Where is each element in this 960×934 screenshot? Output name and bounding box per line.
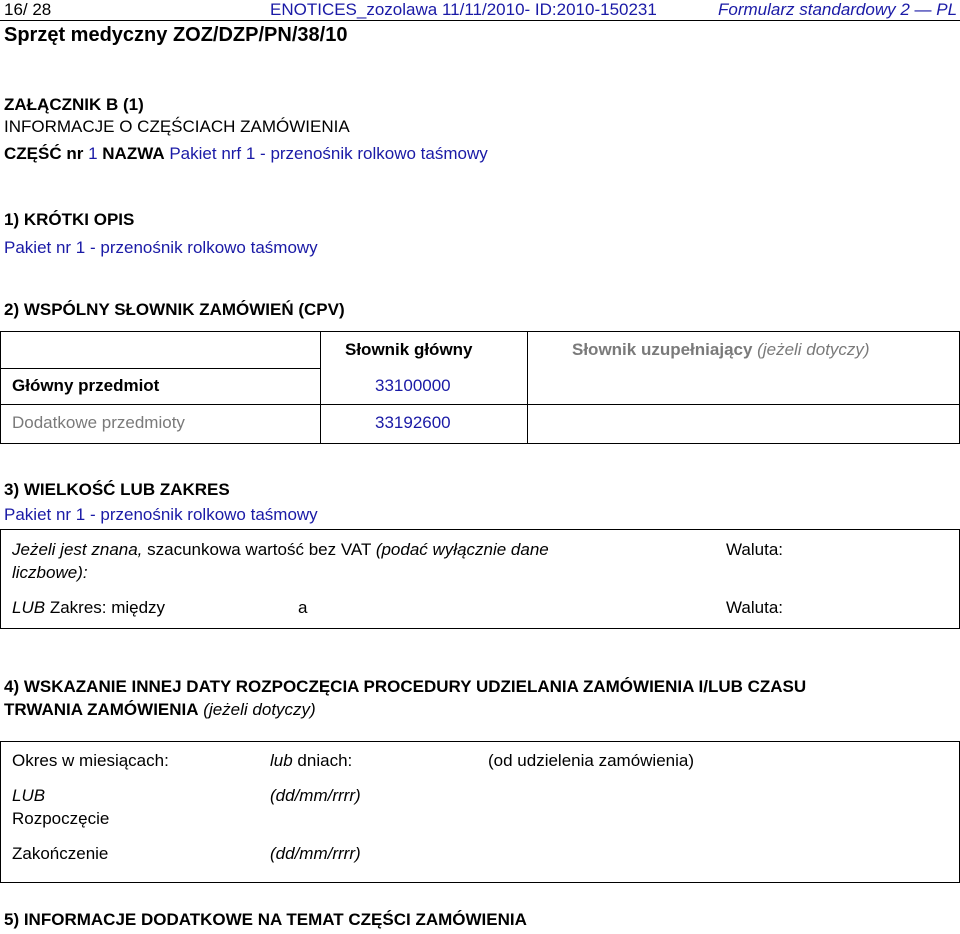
section4-heading-line2	[4, 700, 316, 720]
range-and: a	[298, 598, 308, 617]
estimate-line1-c: (podać wyłącznie dane	[375, 540, 549, 559]
currency-label: Waluta:	[726, 540, 784, 559]
header-divider	[0, 20, 960, 21]
section2-heading: 2) WSPÓLNY SŁOWNIK ZAMÓWIEŃ (CPV)	[4, 300, 345, 319]
form-name	[718, 0, 957, 20]
document-title: Sprzęt medyczny ZOZ/DZP/PN/38/10	[4, 24, 348, 46]
part-line	[4, 144, 488, 164]
language-code: PL	[936, 0, 958, 19]
cpv-row-main-label: Główny przedmiot	[12, 376, 160, 395]
range-or: LUB	[12, 598, 46, 617]
part-name-label: NAZWA	[102, 144, 165, 163]
cpv-divider-left	[320, 331, 321, 444]
cpv-row-extra-label: Dodatkowe przedmioty	[12, 413, 185, 432]
cpv-col-supp	[572, 340, 870, 360]
days-label: dniach:	[297, 751, 353, 770]
notice-id	[270, 0, 657, 20]
notice-date: 11/11/2010	[441, 0, 525, 19]
range-line	[12, 598, 165, 618]
cpv-row-divider-1	[0, 368, 320, 369]
section4-heading-note: (jeżeli dotyczy)	[203, 700, 316, 719]
cpv-row-extra-code: 33192600	[375, 413, 451, 432]
from-award: (od udzielenia zamówienia)	[488, 751, 695, 770]
end-label: Zakończenie	[12, 844, 109, 863]
form-name-text: Formularz standardowy 2	[718, 0, 910, 19]
months-label: Okres w miesiącach:	[12, 751, 169, 770]
part-name: Pakiet nrf 1 - przenośnik rolkowo taśmowy	[169, 144, 488, 163]
cpv-divider-right	[527, 331, 528, 444]
or-label: lub	[270, 751, 293, 770]
estimate-line1	[12, 540, 549, 560]
section1-text: Pakiet nr 1 - przenośnik rolkowo taśmowy	[4, 238, 318, 257]
end-date-format: (dd/mm/rrrr)	[270, 844, 361, 863]
section1-heading: 1) KRÓTKI OPIS	[4, 210, 135, 229]
page-number: 16/ 28	[4, 0, 52, 19]
estimate-line2: liczbowe):	[12, 563, 88, 582]
estimate-line1-b: szacunkowa wartość bez VAT	[147, 540, 372, 559]
range-label: Zakres: między	[49, 598, 166, 617]
estimate-line1-a: Jeżeli jest znana,	[12, 540, 143, 559]
annex-title: ZAŁĄCZNIK B (1)	[4, 95, 144, 114]
cpv-col-supp-note: (jeżeli dotyczy)	[757, 340, 870, 359]
section3-heading: 3) WIELKOŚĆ LUB ZAKRES	[4, 480, 230, 499]
start-label: Rozpoczęcie	[12, 809, 110, 828]
section4-heading-line1: 4) WSKAZANIE INNEJ DATY ROZPOCZĘCIA PROCEDURY UDZIELANIA ZAMÓWIENIA I/LUB CZASU	[4, 677, 807, 696]
days-line	[270, 751, 352, 771]
part-number: 1	[88, 144, 98, 163]
cpv-row-main-code: 33100000	[375, 376, 451, 395]
cpv-row-divider-2	[0, 404, 960, 405]
notice-id-prefix: ENOTICES_zozolawa	[270, 0, 438, 19]
section5-heading: 5) INFORMACJE DODATKOWE NA TEMAT CZĘŚCI ZAMÓWIENIA	[4, 910, 527, 929]
form-dash: —	[914, 0, 932, 19]
annex-subtitle: INFORMACJE O CZĘŚCIACH ZAMÓWIENIA	[4, 117, 350, 136]
section4-heading-line2-text: TRWANIA ZAMÓWIENIA	[4, 700, 199, 719]
or-label-2: LUB	[12, 786, 46, 805]
cpv-col-main: Słownik główny	[345, 340, 473, 359]
cpv-col-supp-label: Słownik uzupełniający	[572, 340, 753, 359]
notice-id-suffix: - ID:2010-150231	[524, 0, 657, 19]
section3-text: Pakiet nr 1 - przenośnik rolkowo taśmowy	[4, 505, 318, 524]
part-prefix: CZĘŚĆ nr	[4, 144, 84, 163]
currency-label-2: Waluta:	[726, 598, 784, 617]
start-date-format: (dd/mm/rrrr)	[270, 786, 361, 805]
